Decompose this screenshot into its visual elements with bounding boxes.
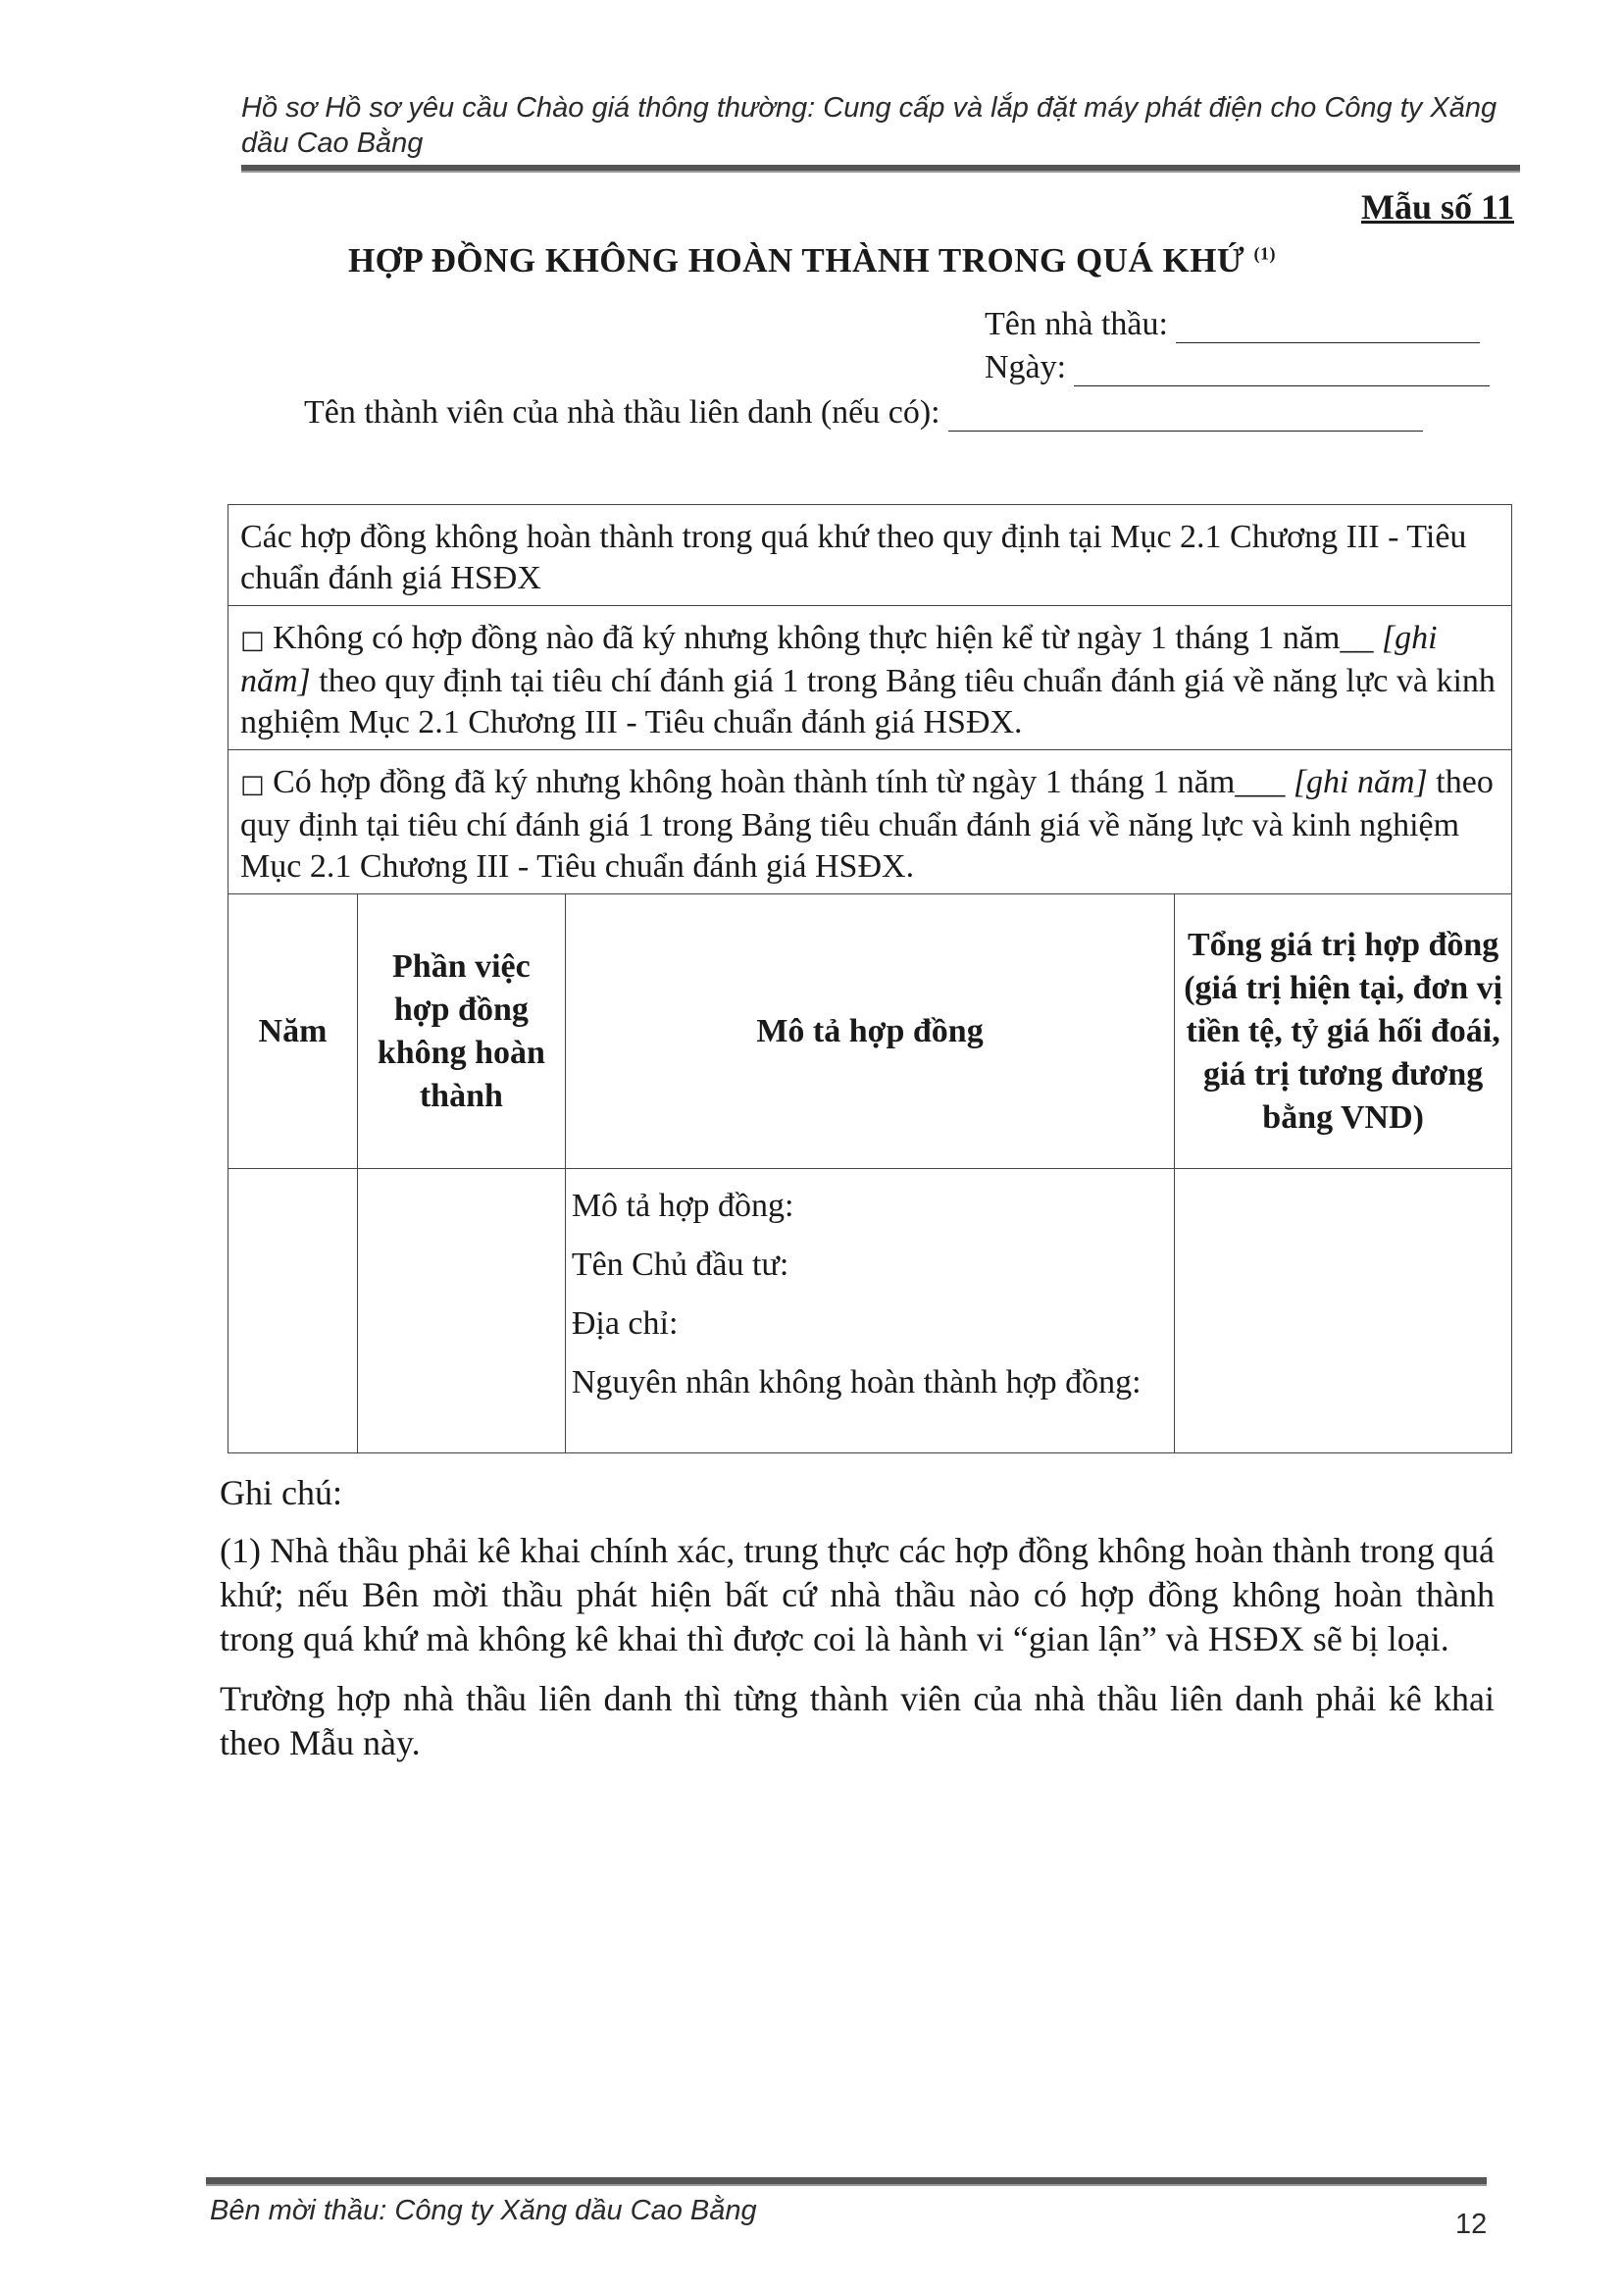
option1-text-a: Không có hợp đồng nào đã ký nhưng không thực hiện kể từ ngày 1 tháng 1 năm__ xyxy=(273,620,1382,656)
option2-text-a: Có hợp đồng đã ký nhưng không hoàn thành tính từ ngày 1 tháng 1 năm___ xyxy=(273,764,1294,800)
desc-contract: Mô tả hợp đồng: xyxy=(571,1188,794,1224)
desc-reason: Nguyên nhân không hoàn thành hợp đồng: xyxy=(571,1364,1142,1400)
header-row xyxy=(228,894,1512,1169)
title-text: HỢP ĐỒNG KHÔNG HOÀN THÀNH TRONG QUÁ KHỨ xyxy=(347,241,1245,280)
date-field xyxy=(985,349,1490,386)
col-header-year: Năm xyxy=(228,894,358,1169)
jv-member-blank xyxy=(948,401,1423,432)
page-number: 12 xyxy=(1455,2209,1488,2240)
checkbox-icon: □ xyxy=(240,626,265,655)
title-footnote-ref: (1) xyxy=(1253,243,1277,264)
notes-label: Ghi chú: xyxy=(220,1473,342,1512)
contractor-name-label: Tên nhà thầu: xyxy=(985,306,1168,342)
footer-rule xyxy=(206,2177,1487,2186)
note-1: (1) Nhà thầu phải kê khai chính xác, trung thực các hợp đồng không hoàn thành trong quá khứ; nếu Bên mời thầu phát hiện bất cứ nhà thầu nào có hợp đồng không hoàn thành trong quá khứ mà không kê khai thì được coi là hành vi “gian lận” và HSĐX sẽ bị loại. xyxy=(220,1531,1495,1658)
cell-value xyxy=(1175,1169,1512,1453)
header-rule xyxy=(241,165,1520,173)
cell-description xyxy=(565,1169,1174,1453)
contractor-name-blank xyxy=(1176,313,1480,343)
option2-row xyxy=(228,750,1512,894)
contractor-name-field xyxy=(985,306,1480,343)
cell-year xyxy=(228,1169,358,1453)
intro-cell: Các hợp đồng không hoàn thành trong quá khứ theo quy định tại Mục 2.1 Chương III - Tiêu chuẩn đánh giá HSĐX xyxy=(228,505,1512,606)
option1-text-b: theo quy định tại tiêu chí đánh giá 1 trong Bảng tiêu chuẩn đánh giá về năng lực và kinh nghiệm Mục 2.1 Chương III - Tiêu chuẩn đánh giá HSĐX. xyxy=(240,663,1496,740)
table-row xyxy=(228,1169,1512,1453)
jv-member-label: Tên thành viên của nhà thầu liên danh (nếu có): xyxy=(304,394,940,431)
date-label: Ngày: xyxy=(985,349,1067,385)
option2-text-b: theo quy định tại tiêu chí đánh giá 1 trong Bảng tiêu chuẩn đánh giá về năng lực và kinh nghiệm Mục 2.1 Chương III - Tiêu chuẩn đánh giá HSĐX. xyxy=(240,764,1494,885)
col-header-part: Phần việc hợp đồng không hoàn thành xyxy=(357,894,565,1169)
jv-member-field xyxy=(304,394,1423,432)
contracts-table xyxy=(228,504,1512,1453)
desc-address: Địa chỉ: xyxy=(571,1305,679,1342)
option2-placeholder: [ghi năm] xyxy=(1293,764,1428,800)
option1-cell xyxy=(228,606,1512,750)
running-header: Hồ sơ Hồ sơ yêu cầu Chào giá thông thường: Cung cấp và lắp đặt máy phát điện cho Công ty Xăng dầu Cao Bằng xyxy=(241,92,1497,159)
checkbox-icon: □ xyxy=(240,770,265,799)
col-header-value: Tổng giá trị hợp đồng (giá trị hiện tại, đơn vị tiền tệ, tỷ giá hối đoái, giá trị tương đương bằng VND) xyxy=(1175,894,1512,1169)
running-footer: Bên mời thầu: Công ty Xăng dầu Cao Bằng xyxy=(210,2195,757,2226)
form-number: Mẫu số 11 xyxy=(1360,187,1514,227)
date-blank xyxy=(1074,356,1490,386)
col-header-description: Mô tả hợp đồng xyxy=(565,894,1174,1169)
cell-part xyxy=(357,1169,565,1453)
option1-row xyxy=(228,606,1512,750)
intro-row xyxy=(228,505,1512,606)
note-2: Trường hợp nhà thầu liên danh thì từng thành viên của nhà thầu liên danh phải kê khai theo Mẫu này. xyxy=(220,1679,1495,1762)
option1-placeholder: [ghi năm] xyxy=(240,620,1438,699)
option2-cell xyxy=(228,750,1512,894)
page-title xyxy=(0,241,1624,280)
desc-owner: Tên Chủ đầu tư: xyxy=(571,1247,789,1283)
notes-section xyxy=(220,1471,1495,1781)
